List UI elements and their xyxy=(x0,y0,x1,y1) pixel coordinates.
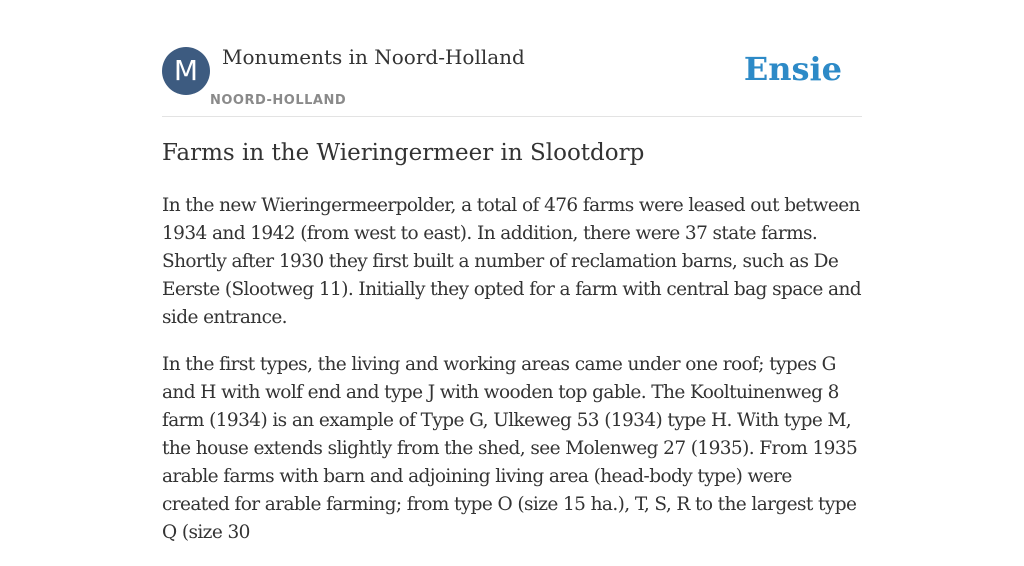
article-title: Farms in the Wieringermeer in Slootdorp xyxy=(162,140,645,166)
article-body xyxy=(162,192,862,566)
header xyxy=(162,0,862,117)
region-label[interactable]: NOORD-HOLLAND xyxy=(210,93,347,108)
site-title[interactable]: Monuments in Noord-Holland xyxy=(222,45,525,69)
ensie-logo[interactable]: Ensie xyxy=(743,50,842,88)
article-paragraph: In the first types, the living and working areas came under one roof; types G and H with wolf end and type J with wooden top gable. The Kooltuinenweg 8 farm (1934) is an example of Type G, Ulkeweg 53 (1934) type H. With type M, the house extends slightly from the shed, see Molenweg 27 (1935). From 1935 arable farms with barn and adjoining living area (head-body type) were created for arable farming; from type O (size 15 ha.), T, S, R to the largest type Q (size 30 xyxy=(162,354,858,543)
article-paragraph: In the new Wieringermeerpolder, a total of 476 farms were leased out between 1934 and 1942 (from west to east). In addition, there were 37 state farms. Shortly after 1930 they first built a number of reclamation barns, such as De Eerste (Slootweg 11). Initially they opted for a farm with central bag space and side entrance. xyxy=(162,195,862,328)
avatar[interactable]: M xyxy=(162,47,210,95)
